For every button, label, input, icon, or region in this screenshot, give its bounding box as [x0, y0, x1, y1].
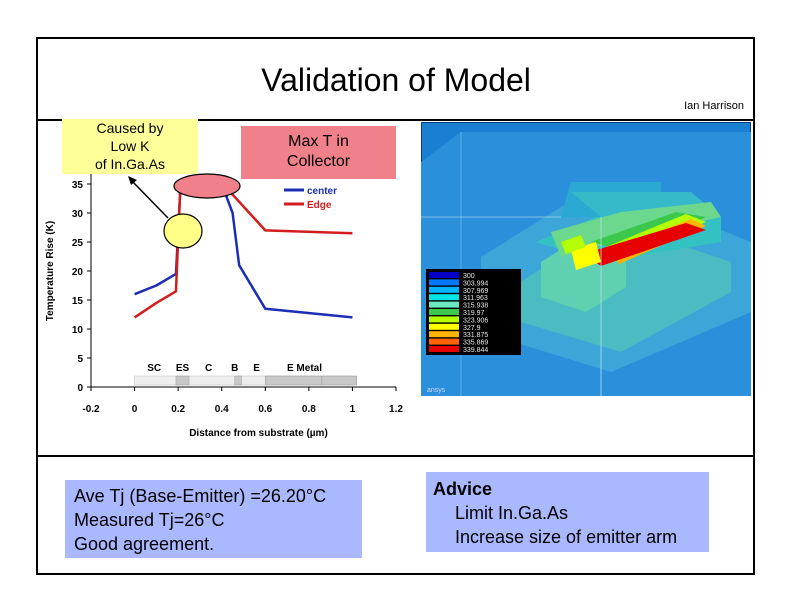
conclusion-line: Ave Tj (Base-Emitter) =26.20°C [74, 486, 327, 506]
author-name: Ian Harrison [684, 100, 744, 112]
conclusion-box [65, 480, 362, 558]
chart-legend [284, 186, 337, 211]
colorbar-swatch [429, 309, 459, 315]
y-tick-label: 15 [71, 296, 83, 307]
region-label: E [253, 363, 260, 374]
x-tick-label: 0.8 [301, 404, 316, 415]
x-tick-label: -0.2 [82, 404, 100, 415]
note-low-k-line: of In.Ga.As [94, 156, 166, 172]
x-axis-label: Distance from substrate (µm) [189, 428, 328, 439]
colorbar-swatch [429, 346, 459, 352]
annotation-arrow [130, 179, 168, 218]
colorbar-value: 323.906 [463, 317, 489, 325]
colorbar-value: 307.969 [463, 287, 489, 295]
max-t-highlight [174, 174, 240, 198]
region-segment [265, 376, 322, 385]
colorbar-swatch [429, 302, 459, 308]
advice-title: Advice [433, 479, 493, 499]
y-tick-label: 20 [71, 267, 83, 278]
region-segment [322, 376, 357, 385]
advice-box [426, 472, 709, 552]
x-tick-label: 1 [349, 404, 356, 415]
region-segment [235, 376, 242, 385]
note-max-t-line: Collector [286, 153, 351, 170]
y-tick-label: 5 [77, 354, 83, 365]
colorbar-value: 319.97 [463, 310, 485, 317]
x-tick-label: 0.6 [258, 404, 273, 415]
note-low-k-line: Caused by [96, 120, 164, 136]
advice-item: Limit In.Ga.As [455, 503, 569, 523]
legend-label: center [307, 186, 338, 197]
y-tick-label: 25 [71, 238, 83, 249]
legend-label: Edge [307, 200, 332, 211]
colorbar-swatch [429, 272, 459, 278]
note-low-k [62, 119, 198, 174]
colorbar-swatch [429, 316, 459, 322]
region-label: SC [147, 363, 162, 374]
y-tick-label: 0 [77, 383, 83, 394]
y-axis-label: Temperature Rise (K) [45, 220, 56, 322]
arrow-head [128, 176, 137, 185]
colorbar-value: 315.938 [463, 302, 489, 310]
y-tick-label: 10 [71, 325, 83, 336]
note-max-t [241, 126, 396, 179]
colorbar-swatch [429, 324, 459, 330]
note-low-k-line: Low K [110, 138, 150, 154]
colorbar-swatch [429, 279, 459, 285]
colorbar-value: 339.844 [463, 347, 489, 354]
color-scale-legend [426, 269, 521, 355]
x-tick-label: 0 [131, 404, 138, 415]
region-label: B [231, 363, 239, 374]
region-label: E Metal [286, 363, 323, 374]
note-max-t-line: Max T in [288, 133, 349, 150]
colorbar-swatch [429, 339, 459, 345]
colorbar-value: 335.869 [463, 339, 489, 347]
advice-item: Increase size of emitter arm [455, 527, 678, 547]
region-segment [176, 376, 189, 385]
colorbar-value: 327.9 [463, 324, 481, 332]
conclusion-line: Good agreement. [74, 534, 215, 554]
x-tick-label: 0.2 [171, 404, 186, 415]
x-tick-label: 0.4 [214, 404, 229, 415]
colorbar-value: 311.963 [463, 295, 488, 303]
colorbar-swatch [429, 294, 459, 300]
thermal-simulation-image [421, 122, 751, 396]
slide-title: Validation of Model [261, 62, 531, 98]
conclusion-line: Measured Tj=26°C [74, 510, 225, 530]
colorbar-value: 331.875 [463, 332, 489, 340]
colorbar-swatch [429, 331, 459, 337]
colorbar-value: 303.994 [463, 280, 489, 288]
y-tick-label: 35 [71, 180, 83, 191]
colorbar-swatch [429, 287, 459, 293]
sim-footer: ansys [427, 387, 446, 394]
colorbar-value: 300 [463, 273, 475, 280]
region-bar [135, 363, 357, 385]
region-label: C [205, 363, 213, 374]
x-tick-label: 1.2 [389, 404, 403, 415]
low-k-highlight [164, 214, 202, 248]
y-tick-label: 30 [71, 209, 83, 220]
region-label: ES [175, 363, 190, 374]
